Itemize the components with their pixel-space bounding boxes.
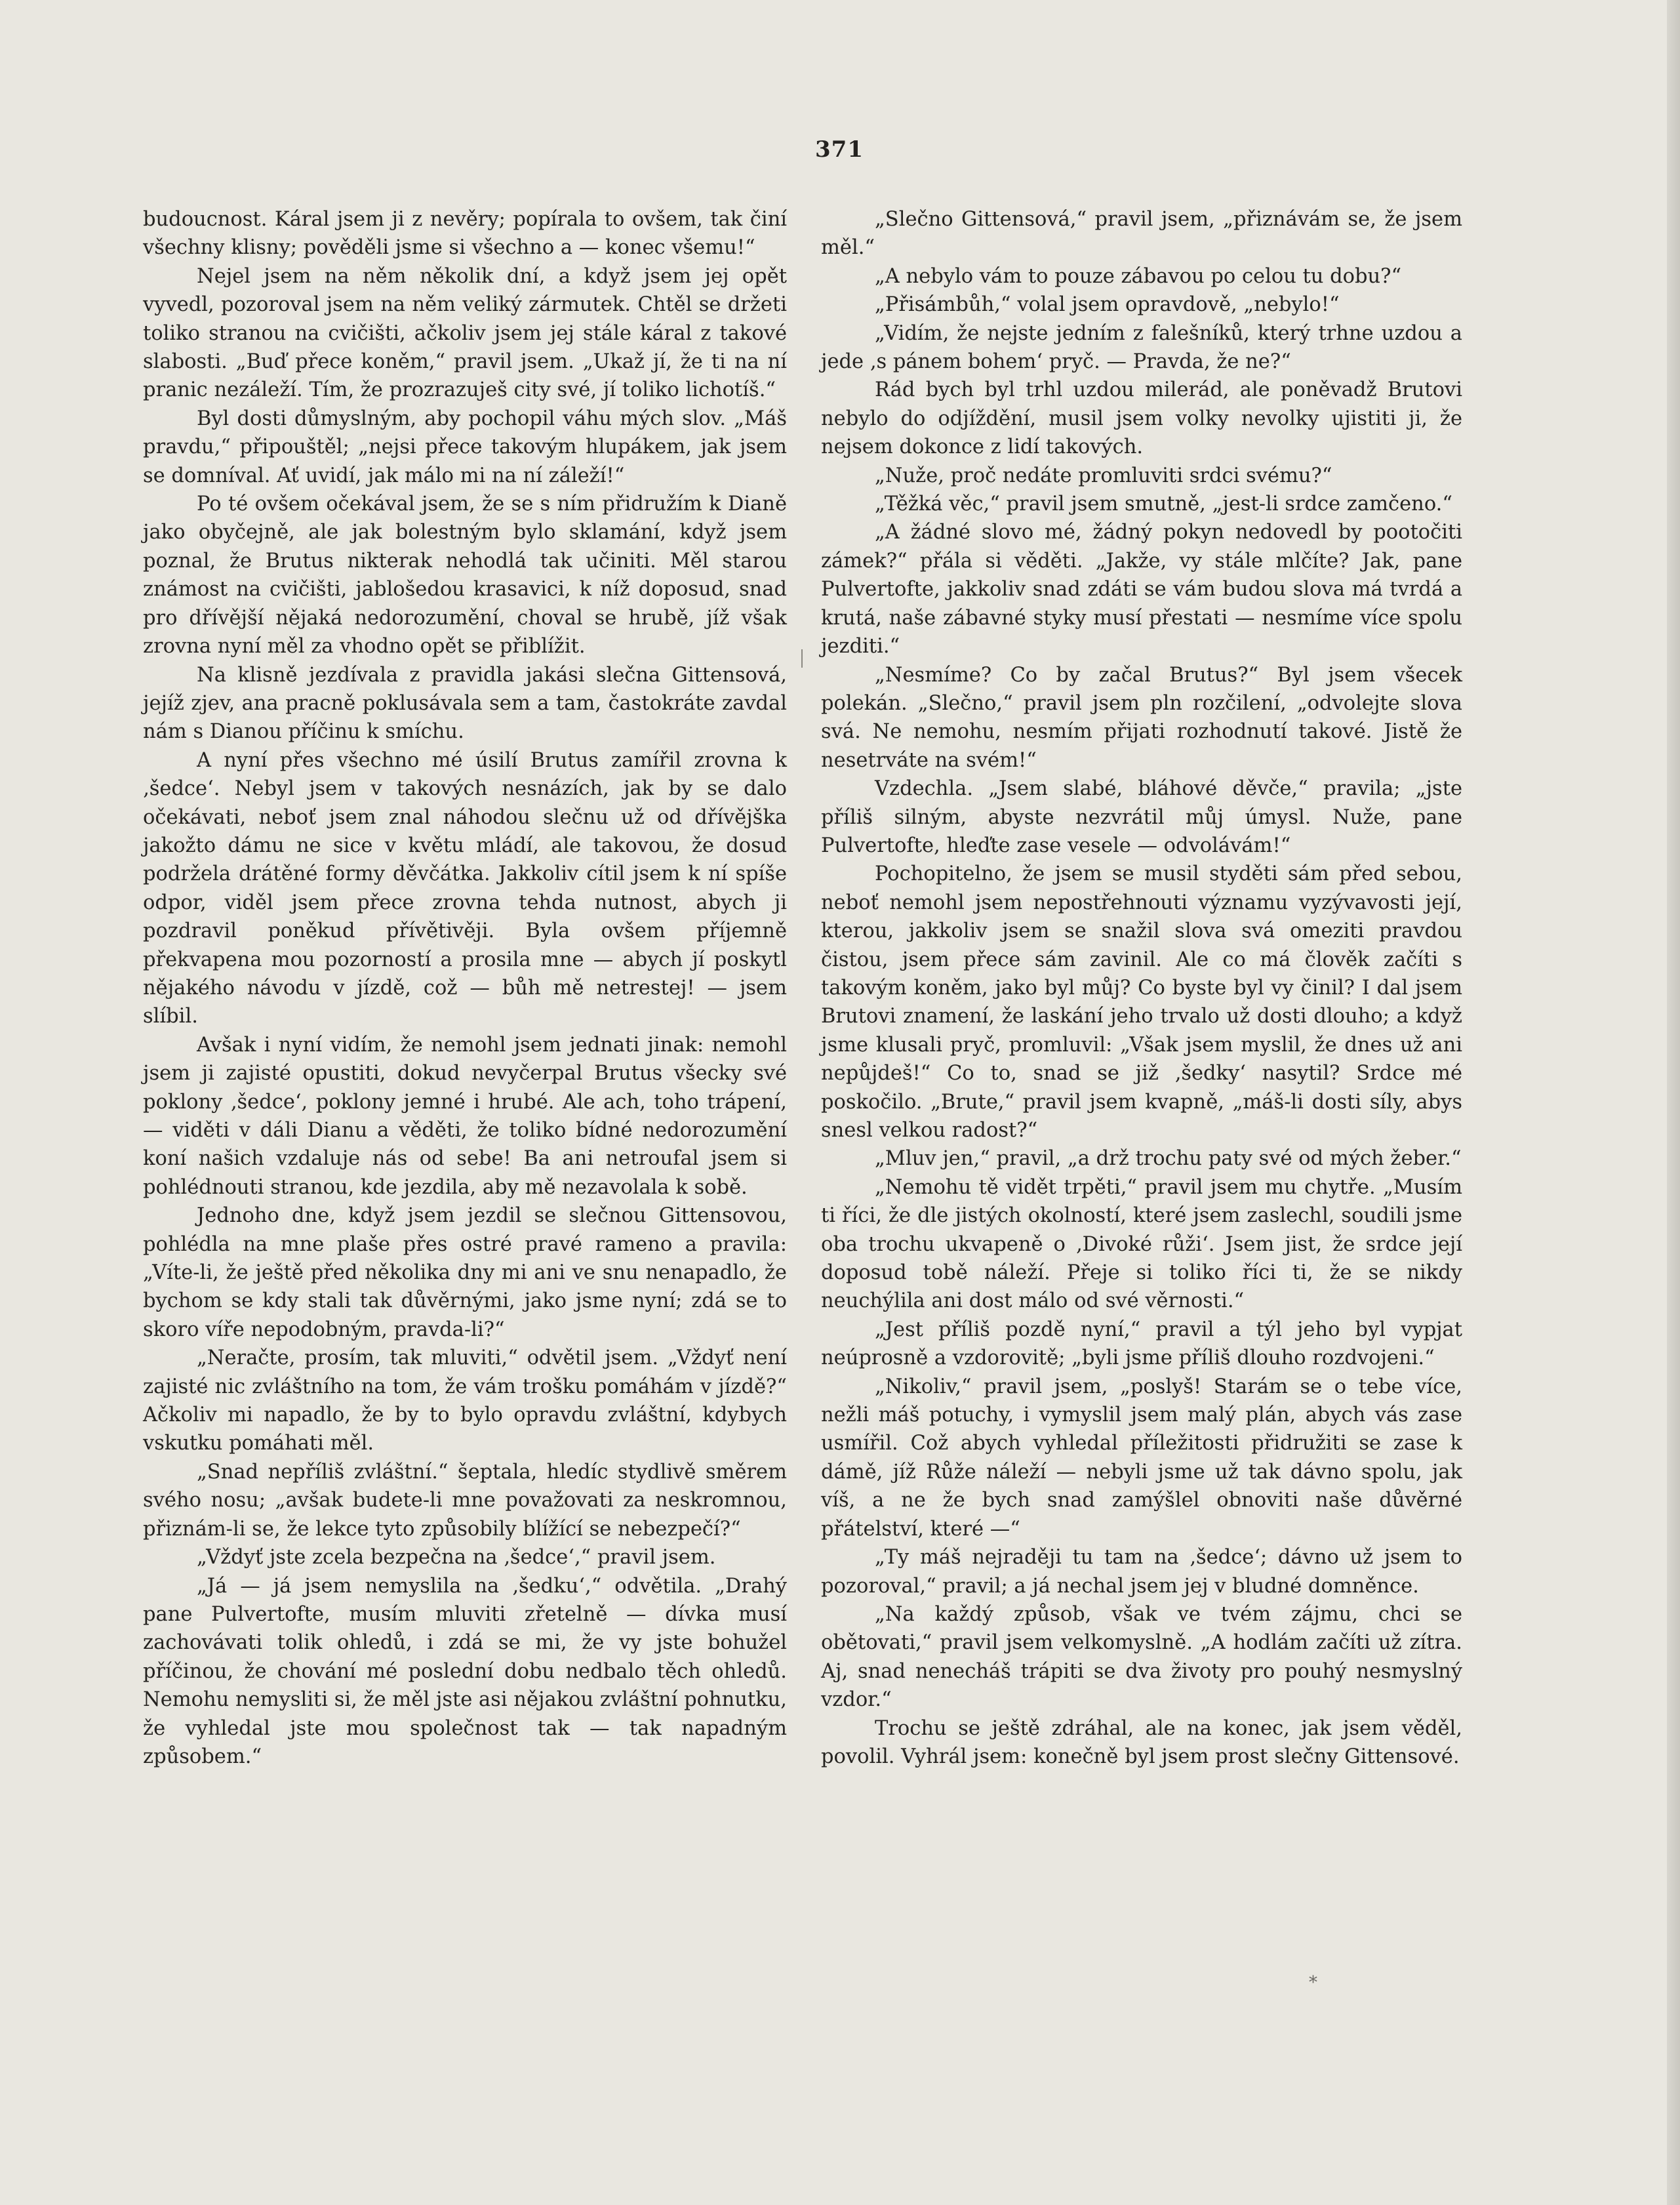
paragraph: Rád bych byl trhl uzdou milerád, ale poněvadž Brutovi nebylo do odjíždění, musil jsem volky nevolky ujistiti ji, že nejsem dokonce z lidí takových. <box>821 378 1462 459</box>
paragraph: „Snad nepříliš zvláštní.“ šeptala, hledíc stydlivě směrem svého nosu; „avšak budete-li mne považovati za neskromnou, přiznám-li se, že lekce tyto způsobily blížící se nebezpečí?“ <box>143 1460 787 1541</box>
page-number: 371 <box>815 136 864 163</box>
paragraph: „Vždyť jste zcela bezpečna na ‚šedce‘,“ pravil jsem. <box>197 1546 716 1569</box>
paragraph: „Já — já jsem nemyslila na ‚šedku‘,“ odvětila. „Drahý pane Pulvertofte, musím mluviti zřetelně — dívka musí zachovávati tolik ohledů, i zdá se mi, že vy jste bohužel příčinou, že chování mé poslední dobu nedbalo těch ohledů. Nemohu nemysliti si, že měl jste asi nějakou zvláštní pohnutku, že vyhledal jste mou společnost tak — tak napadným způsobem.“ <box>143 1574 787 1768</box>
left-column <box>143 205 787 1771</box>
paragraph: A nyní přes všechno mé úsilí Brutus zamířil zrovna k ‚šedce‘. Nebyl jsem v takových nesnázích, jak by se dalo očekávati, neboť jsem znal náhodou slečnu už od dřívějška jakožto dámu ne sice v květu mládí, ale takovou, že dosud podržela drátěné formy děvčátka. Jakkoliv cítil jsem k ní spíše odpor, viděl jsem přece zrovna tehda nutnost, abych ji pozdravil poněkud přívětivěji. Byla ovšem příjemně překvapena mou pozorností a prosila mne — abych jí poskytl nějakého návodu v jízdě, což — bůh mě netrestej! — jsem slíbil. <box>143 748 787 1028</box>
paragraph: „Nikoliv,“ pravil jsem, „poslyš! Starám se o tebe více, nežli máš potuchy, i vymyslil jsem malý plán, abych vás zase usmířil. Což abych vyhledal příležitosti přidružiti se zase k dámě, jíž Růže náleží — nebyli jsme už tak dávno spolu, jak víš, a ne že bych snad zamýšlel obnoviti naše důvěrné přátelství, které —“ <box>821 1375 1462 1541</box>
paragraph: „Nesmíme? Co by začal Brutus?“ Byl jsem všecek polekán. „Slečno,“ pravil jsem pln rozčilení, „odvolejte slova svá. Ne nemohu, nesmím přijati rozhodnutí takové. Jistě že nesetrváte na svém!“ <box>821 663 1462 772</box>
paragraph: „Nuže, proč nedáte promluviti srdci svému?“ <box>875 464 1332 487</box>
paragraph: „Těžká věc,“ pravil jsem smutně, „jest-li srdce zamčeno.“ <box>875 493 1452 516</box>
paragraph: „A nebylo vám to pouze zábavou po celou tu dobu?“ <box>875 264 1402 288</box>
paragraph: Avšak i nyní vidím, že nemohl jsem jednati jinak: nemohl jsem ji zajisté opustiti, dokud nevyčerpal Brutus všecky své poklony ‚šedce‘, poklony jemné i hrubé. Ale ach, toho trápení, — viděti v dáli Dianu a věděti, že toliko bídné nedorozumění koní našich vzdaluje nás od sebe! Ba ani netroufal jsem si pohlédnouti stranou, kde jezdila, aby mě nezavolala k sobě. <box>143 1033 787 1199</box>
paragraph: „Nemohu tě vidět trpěti,“ pravil jsem mu chytře. „Musím ti říci, že dle jistých okolností, které jsem zaslechl, soudili jsme oba trochu ukvapeně o ‚Divoké růži‘. Jsem jist, že srdce její doposud tobě náleží. Přeje si toliko říci ti, že se nikdy neuchýlila ani dost málo od své věrnosti.“ <box>821 1175 1462 1313</box>
paragraph: Na klisně jezdívala z pravidla jakási slečna Gittensová, jejíž zjev, ana pracně poklusávala sem a tam, častokráte zavdal nám s Dianou příčinu k smíchu. <box>143 663 787 744</box>
column-divider-mark <box>801 649 803 668</box>
paragraph: „Ty máš nejraději tu tam na ‚šedce‘; dávno už jsem to pozoroval,“ pravil; a já nechal jsem jej v bludné domněnce. <box>821 1546 1462 1598</box>
paragraph: Nejel jsem na něm několik dní, a když jsem jej opět vyvedl, pozoroval jsem na něm veliký zármutek. Chtěl se držeti toliko stranou na cvičišti, ačkoliv jsem jej stále káral z takové slabosti. „Buď přece koněm,“ pravil jsem. „Ukaž jí, že ti na ní pranic nezáleží. Tím, že prozrazuješ city své, jí toliko lichotíš.“ <box>143 264 787 402</box>
paragraph: Trochu se ještě zdráhal, ale na konec, jak jsem věděl, povolil. Vyhrál jsem: konečně byl jsem prost slečny Gittensové. <box>821 1716 1462 1768</box>
page-edge <box>1667 0 1680 2205</box>
paragraph: „Jest příliš pozdě nyní,“ pravil a týl jeho byl vypjat neúprosně a vzdorovitě; „byli jsme příliš dlouho rozdvojeni.“ <box>821 1318 1462 1370</box>
paragraph: Byl dosti důmyslným, aby pochopil váhu mých slov. „Máš pravdu,“ připouštěl; „nejsi přece takovým hlupákem, jak jsem se domníval. Ať uvidí, jak málo mi na ní záleží!“ <box>143 407 787 487</box>
paragraph: „Slečno Gittensová,“ pravil jsem, „přiznávám se, že jsem měl.“ <box>821 208 1462 260</box>
paragraph: Po té ovšem očekával jsem, že se s ním přidružím k Dianě jako obyčejně, ale jak bolestným bylo sklamání, když jsem poznal, že Brutus nikterak nehodlá tak učiniti. Měl starou známost na cvičišti, jablošedou krasavici, k níž doposud, snad pro dřívější nějaká nedorozumění, choval se hrubě, jíž však zrovna nyní měl za vhodno opět se přiblížit. <box>143 493 787 658</box>
paragraph: „A žádné slovo mé, žádný pokyn nedovedl by pootočiti zámek?“ přála si věděti. „Jakže, vy stále mlčíte? Jak, pane Pulvertofte, jakkoliv snad zdáti se vám budou slova má tvrdá a krutá, naše zábavné styky musí přestati — nesmíme více spolu jezditi.“ <box>821 521 1462 658</box>
paragraph: Vzdechla. „Jsem slabé, bláhové děvče,“ pravila; „jste příliš silným, abyste nezvrátil můj úmysl. Nuže, pane Pulvertofte, hleďte zase vesele — odvolávám!“ <box>821 777 1462 857</box>
paragraph: „Na každý způsob, však ve tvém zájmu, chci se obětovati,“ pravil jsem velkomyslně. „A hodlám začíti už zítra. Aj, snad nenecháš trápiti se dva životy pro pouhý nesmyslný vzdor.“ <box>821 1602 1462 1712</box>
paragraph: Jednoho dne, když jsem jezdil se slečnou Gittensovou, pohlédla na mne plaše přes ostré pravé rameno a pravila: „Víte-li, že ještě před několika dny mi ani ve snu nenapadlo, že bychom se kdy stali tak důvěrnými, jako jsme nyní; zdá se to skoro víře nepodobným, pravda-li?“ <box>143 1204 787 1341</box>
right-column <box>821 205 1462 1771</box>
paragraph: „Mluv jen,“ pravil, „a drž trochu paty své od mých žeber.“ <box>875 1147 1462 1171</box>
paragraph: „Neračte, prosím, tak mluviti,“ odvětil jsem. „Vždyť není zajisté nic zvláštního na tom, že vám trošku pomáhám v jízdě?“ Ačkoliv mi napadlo, že by to bylo opravdu zvláštní, kdybych vskutku pomáhati měl. <box>143 1346 787 1455</box>
paragraph: Pochopitelno, že jsem se musil styděti sám před sebou, neboť nemohl jsem nepostřehnouti významu vyzývavosti její, kterou, jakkoliv jsem se snažil slova svá omeziti pravdou čistou, jsem přece sám zavinil. Ale co má člověk začíti s takovým koněm, jako byl můj? Co byste byl vy činil? I dal jsem Brutovi znamení, že laskání jeho trvalo už dosti dlouho; a když jsme klusali pryč, promluvil: „Však jsem myslil, že dnes už ani nepůjdeš!“ Co to, snad se již ‚šedky‘ nasytil? Srdce mé poskočilo. „Brute,“ pravil jsem kvapně, „máš-li dosti síly, abys snesl velkou radost?“ <box>821 862 1462 1142</box>
paragraph: „Vidím, že nejste jedním z falešníků, který trhne uzdou a jede ‚s pánem bohem‘ pryč. — Pravda, že ne?“ <box>821 321 1462 374</box>
paragraph: budoucnost. Káral jsem ji z nevěry; popírala to ovšem, tak činí všechny klisny; pověděli jsme si všechno a — konec všemu!“ <box>143 208 787 260</box>
paragraph: „Přisámbůh,“ volal jsem opravdově, „nebylo!“ <box>875 293 1340 317</box>
end-asterisk: * <box>1309 1973 1317 1993</box>
